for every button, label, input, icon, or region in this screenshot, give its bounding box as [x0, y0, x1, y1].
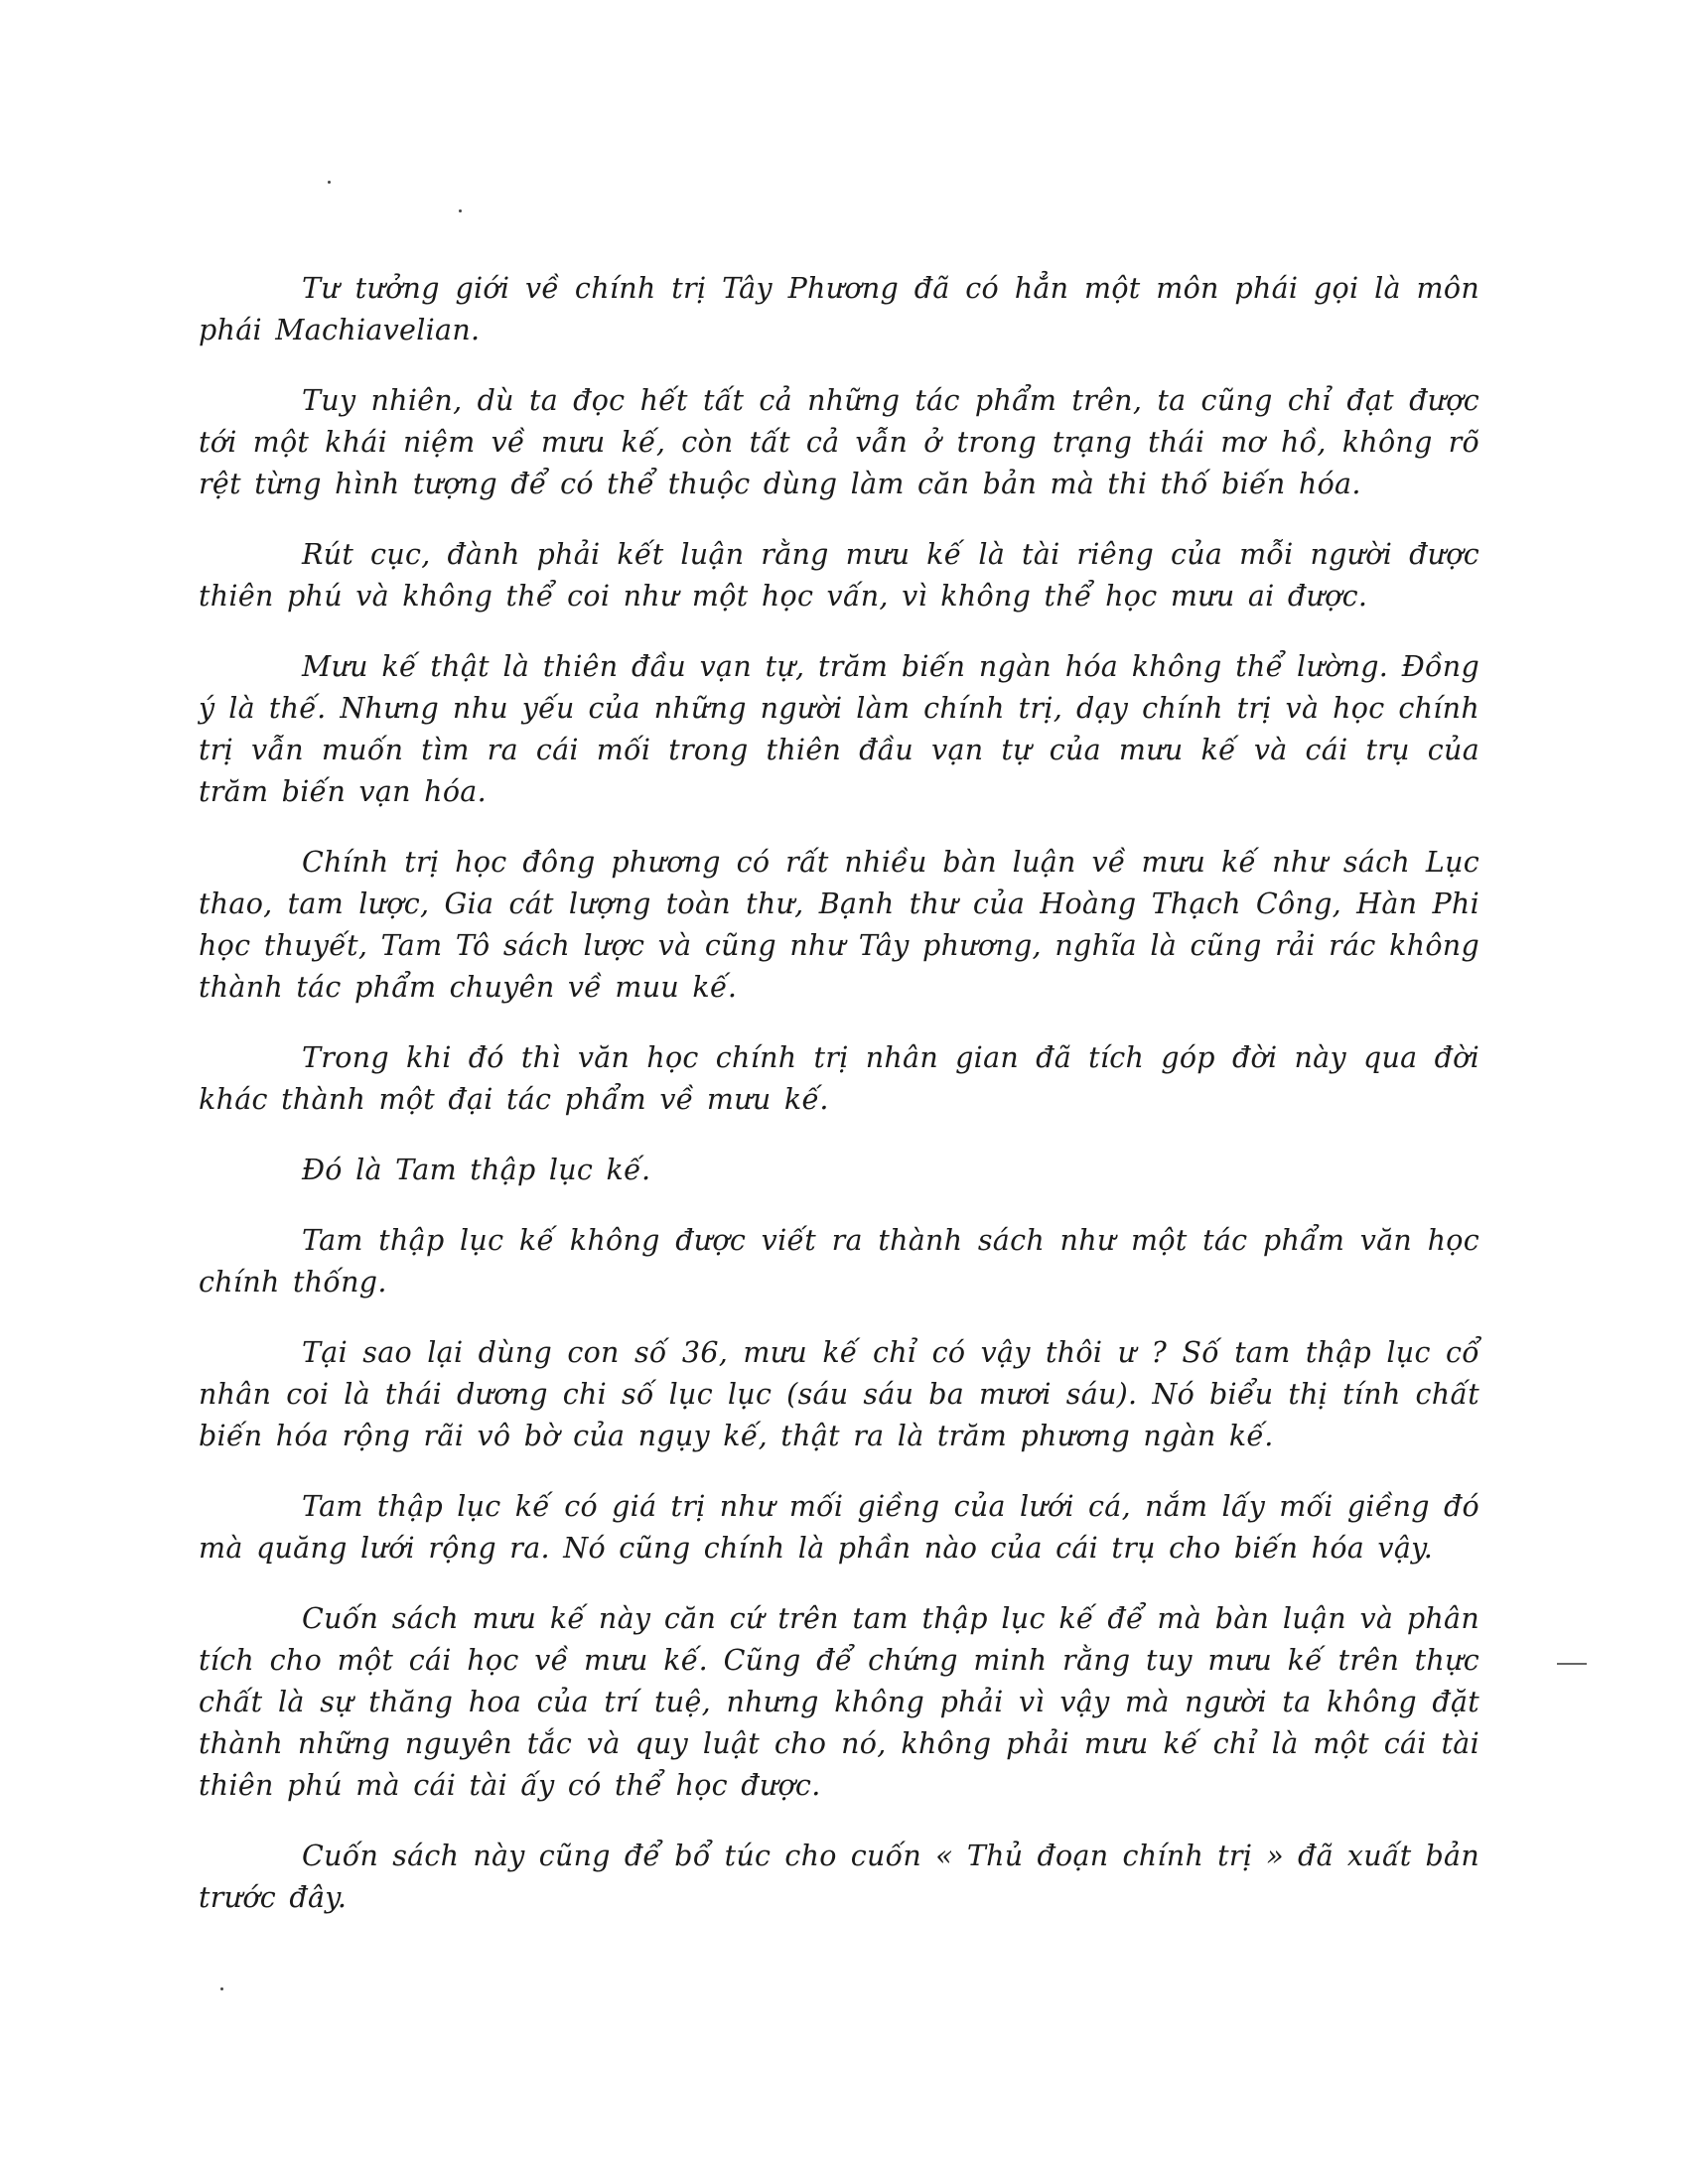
paragraph: Tam thập lục kế không được viết ra thành sách như một tác phẩm văn học chính thống. — [199, 1224, 1479, 1298]
paragraph: Tại sao lại dùng con số 36, mưu kế chỉ có vậy thôi ư ? Số tam thập lục cổ nhân coi là thái dương chi số lục lục (sáu sáu ba mươi sáu). Nó biểu thị tính chất biến hóa rộng rãi vô bờ của ngụy kế, thật ra là trăm phương ngàn kế. — [199, 1336, 1479, 1452]
scan-speck — [328, 181, 331, 184]
paragraph: Cuốn sách mưu kế này căn cứ trên tam thập lục kế để mà bàn luận và phân tích cho một cái học về mưu kế. Cũng để chứng minh rằng tuy mưu kế trên thực chất là sự thăng hoa của trí tuệ, nhưng không phải vì vậy mà người ta không đặt thành những nguyên tắc và quy luật cho nó, không phải mưu kế chỉ là một cái tài thiên phú mà cái tài ấy có thể học được. — [199, 1602, 1479, 1802]
scan-dash-mark — [1557, 1663, 1587, 1665]
paragraph: Tư tưởng giới về chính trị Tây Phương đã có hẳn một môn phái gọi là môn phái Machiavelian. — [199, 272, 1479, 346]
paragraph: Đó là Tam thập lục kế. — [302, 1154, 651, 1186]
paragraph: Chính trị học đông phương có rất nhiều bàn luận về mưu kế như sách Lục thao, tam lược, Gia cát lượng toàn thư, Bạnh thư của Hoàng Thạch Công, Hàn Phi học thuyết, Tam Tô sách lược và cũng như Tây phương, nghĩa là cũng rải rác không thành tác phẩm chuyên về muu kế. — [199, 846, 1479, 1004]
paragraph: Trong khi đó thì văn học chính trị nhân gian đã tích góp đời này qua đời khác thành một đại tác phẩm về mưu kế. — [199, 1041, 1479, 1116]
paragraph: Tam thập lục kế có giá trị như mối giềng của lưới cá, nắm lấy mối giềng đó mà quăng lưới rộng ra. Nó cũng chính là phần nào của cái trụ cho biến hóa vậy. — [199, 1490, 1479, 1565]
paragraph: Mưu kế thật là thiên đầu vạn tự, trăm biến ngàn hóa không thể lường. Đồng ý là thế. Nhưng nhu yếu của những người làm chính trị, dạy chính trị và học chính trị vẫn muốn tìm ra cái mối trong thiên đầu vạn tự của mưu kế và cái trụ của trăm biến vạn hóa. — [199, 650, 1479, 808]
scan-speck — [220, 1987, 223, 1990]
document-page — [199, 268, 1479, 1948]
paragraph: Tuy nhiên, dù ta đọc hết tất cả những tác phẩm trên, ta cũng chỉ đạt được tới một khái niệm về mưu kế, còn tất cả vẫn ở trong trạng thái mơ hồ, không rõ rệt từng hình tượng để có thể thuộc dùng làm căn bản mà thi thố biến hóa. — [199, 384, 1479, 500]
scan-speck — [459, 209, 462, 212]
paragraph: Rút cục, đành phải kết luận rằng mưu kế là tài riêng của mỗi người được thiên phú và không thể coi như một học vấn, vì không thể học mưu ai được. — [199, 538, 1479, 613]
paragraph: Cuốn sách này cũng để bổ túc cho cuốn « Thủ đoạn chính trị » đã xuất bản trước đây. — [199, 1840, 1479, 1914]
